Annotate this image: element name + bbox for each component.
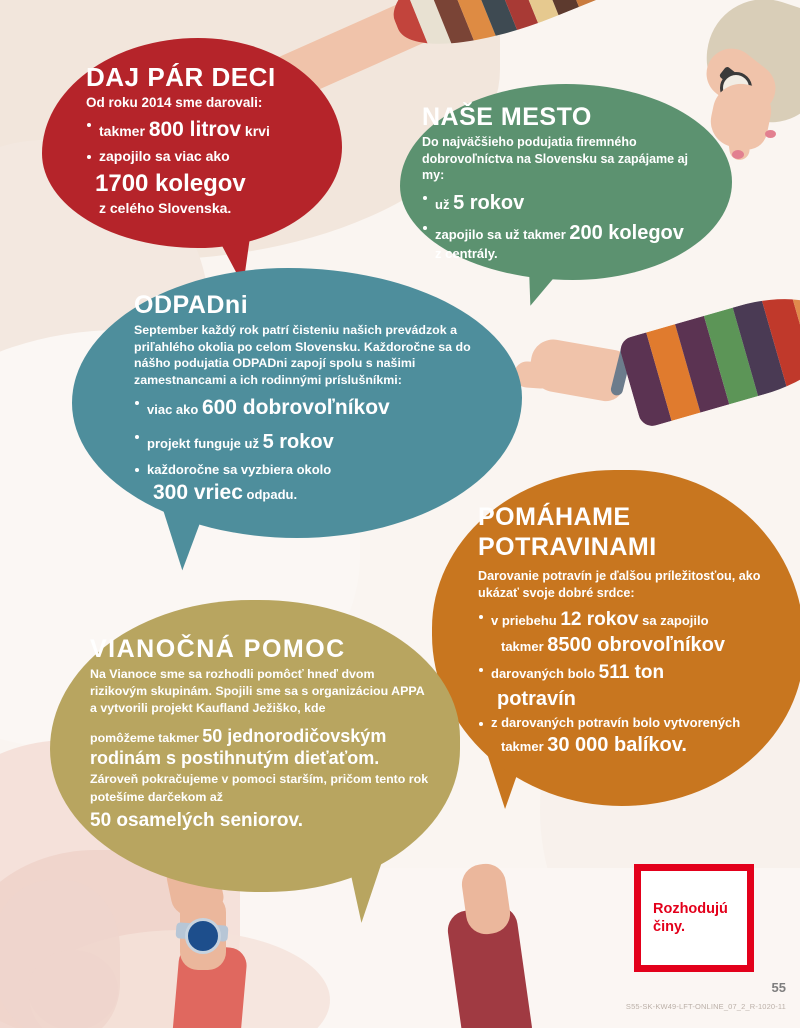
wristwatch-face [185, 918, 221, 954]
bullet-highlight: 12 rokov [560, 608, 639, 630]
bullet-highlight-2: 30 000 balíkov. [547, 734, 687, 757]
bullet-text-pre: v priebehu [491, 612, 561, 628]
logo-line-2: činy. [653, 918, 685, 935]
list-item [422, 190, 712, 216]
bullet-text-post: sa zapojilo [638, 612, 709, 628]
bullet-highlight: 800 litrov [148, 118, 242, 142]
bubble-paragraph-1 [90, 726, 430, 770]
bubble-lead: September každý rok patrí čisteniu našich prevádzok a priľahlého okolia po celom Slovensku. Každoročne sa do nášho podujatia ODPADni zapojí spolu s našimi zamestnancami a ich rodinnými príslušníkmi: [134, 323, 471, 387]
list-item [134, 394, 492, 421]
bubble-title: NAŠE MESTO [422, 103, 592, 131]
bullet-highlight: 5 rokov [453, 191, 525, 214]
logo-text [653, 901, 741, 936]
bullet-text-post: krvi [241, 123, 270, 140]
bullet-text-pre: takmer [99, 123, 149, 140]
bullet-highlight: 1700 kolegov [95, 169, 246, 197]
bullet-text-pre: už [435, 196, 454, 212]
bubble-title-line1: POMÁHAME [478, 503, 631, 531]
bubble-title: DAJ PÁR DECI [86, 62, 276, 92]
bubble-paragraph-3 [90, 810, 430, 832]
bullet-text-pre: viac ako [147, 402, 202, 418]
bullet-highlight: 300 vriec [153, 480, 243, 504]
bullet-text-pre2: takmer [501, 739, 548, 755]
bullet-text-pre: zapojilo sa už takmer [435, 226, 570, 242]
kaufland-claim-logo [634, 864, 754, 972]
list-item [478, 608, 778, 659]
bullet-text-pre: zapojilo sa viac ako [99, 148, 230, 165]
bullet-highlight-2: potravín [497, 688, 576, 711]
bullet-text-pre: projekt funguje už [147, 435, 263, 451]
paragraph-highlight: 50 jednorodičovským rodinám s postihnutým dieťaťom. [90, 725, 387, 768]
bubble-content [432, 470, 800, 758]
bullet-text-pre: darovaných bolo [491, 666, 599, 682]
bullet-text-post: z centrály. [435, 245, 498, 261]
bullet-text-pre: z darovaných potravín bolo vytvorených [491, 715, 741, 731]
paragraph-highlight: 50 osamelých seniorov. [90, 810, 303, 832]
fingernail [765, 130, 776, 138]
bullet-highlight: 511 ton [598, 662, 665, 684]
list-item [86, 116, 312, 143]
bubble-title-line2: POTRAVINAMI [478, 533, 657, 561]
footer-code: S55-SK-KW49-LFT-ONLINE_07_2_R-1020-11 [625, 1002, 786, 1011]
bubble-daj-par-deci [42, 38, 342, 248]
list-item [422, 220, 712, 263]
bubble-bullet-list [422, 190, 712, 263]
list-item [134, 429, 492, 455]
bubble-bullet-list [478, 608, 778, 758]
bubble-vianocna-pomoc [50, 600, 460, 892]
bubble-content [400, 84, 732, 262]
list-item [478, 661, 778, 712]
striped-sleeve [617, 283, 800, 429]
bullet-text-post: z celého Slovenska. [99, 199, 232, 216]
bubble-lead: Darovanie potravín je ďalšou príležitosťou, ako ukázať svoje dobré srdce: [478, 569, 761, 600]
bubble-title: ODPADni [134, 291, 249, 319]
bullet-text-pre: každoročne sa vyzbiera okolo [147, 461, 332, 477]
right-middle-arm-illustration [520, 300, 800, 430]
bubble-pomahame-potravinami [432, 470, 800, 806]
bullet-text-pre2: takmer [501, 639, 548, 655]
paragraph-pre: pomôžeme takmer [90, 730, 203, 745]
bubble-nase-mesto [400, 84, 732, 280]
bubble-lead: Na Vianoce sme sa rozhodli pomôcť hneď dvom rizikovým skupinám. Spojili sme sa s organizáciou APPA a vytvorili projekt Kaufland Ježiško, kde [90, 667, 425, 715]
bubble-lead: Do najväčšieho podujatia firemného dobrovoľníctva na Slovensku sa zapájame aj my: [422, 135, 689, 182]
bullet-highlight: 200 kolegov [569, 221, 684, 244]
list-item [478, 715, 778, 758]
bullet-highlight: 5 rokov [262, 430, 334, 453]
bubble-paragraph-2: Zároveň pokračujeme v pomoci starším, pričom tento rok potešíme darčekom až [90, 772, 429, 804]
bullet-highlight-2: 8500 obrovoľníkov [547, 634, 726, 657]
bullet-text-post: odpadu. [242, 486, 298, 502]
pale-hand-shape [28, 950, 118, 1028]
bubble-title: VIANOČNÁ POMOC [90, 635, 346, 663]
bubble-lead: Od roku 2014 sme darovali: [86, 95, 263, 111]
logo-line-1: Rozhodujú [653, 901, 728, 917]
bubble-content [50, 600, 460, 832]
fingernail [732, 150, 744, 159]
page-number: 55 [771, 980, 786, 995]
list-item [86, 147, 312, 217]
bubble-bullet-list [86, 116, 312, 217]
bubble-content [42, 38, 342, 217]
bullet-highlight: 600 dobrovoľníkov [201, 396, 390, 420]
